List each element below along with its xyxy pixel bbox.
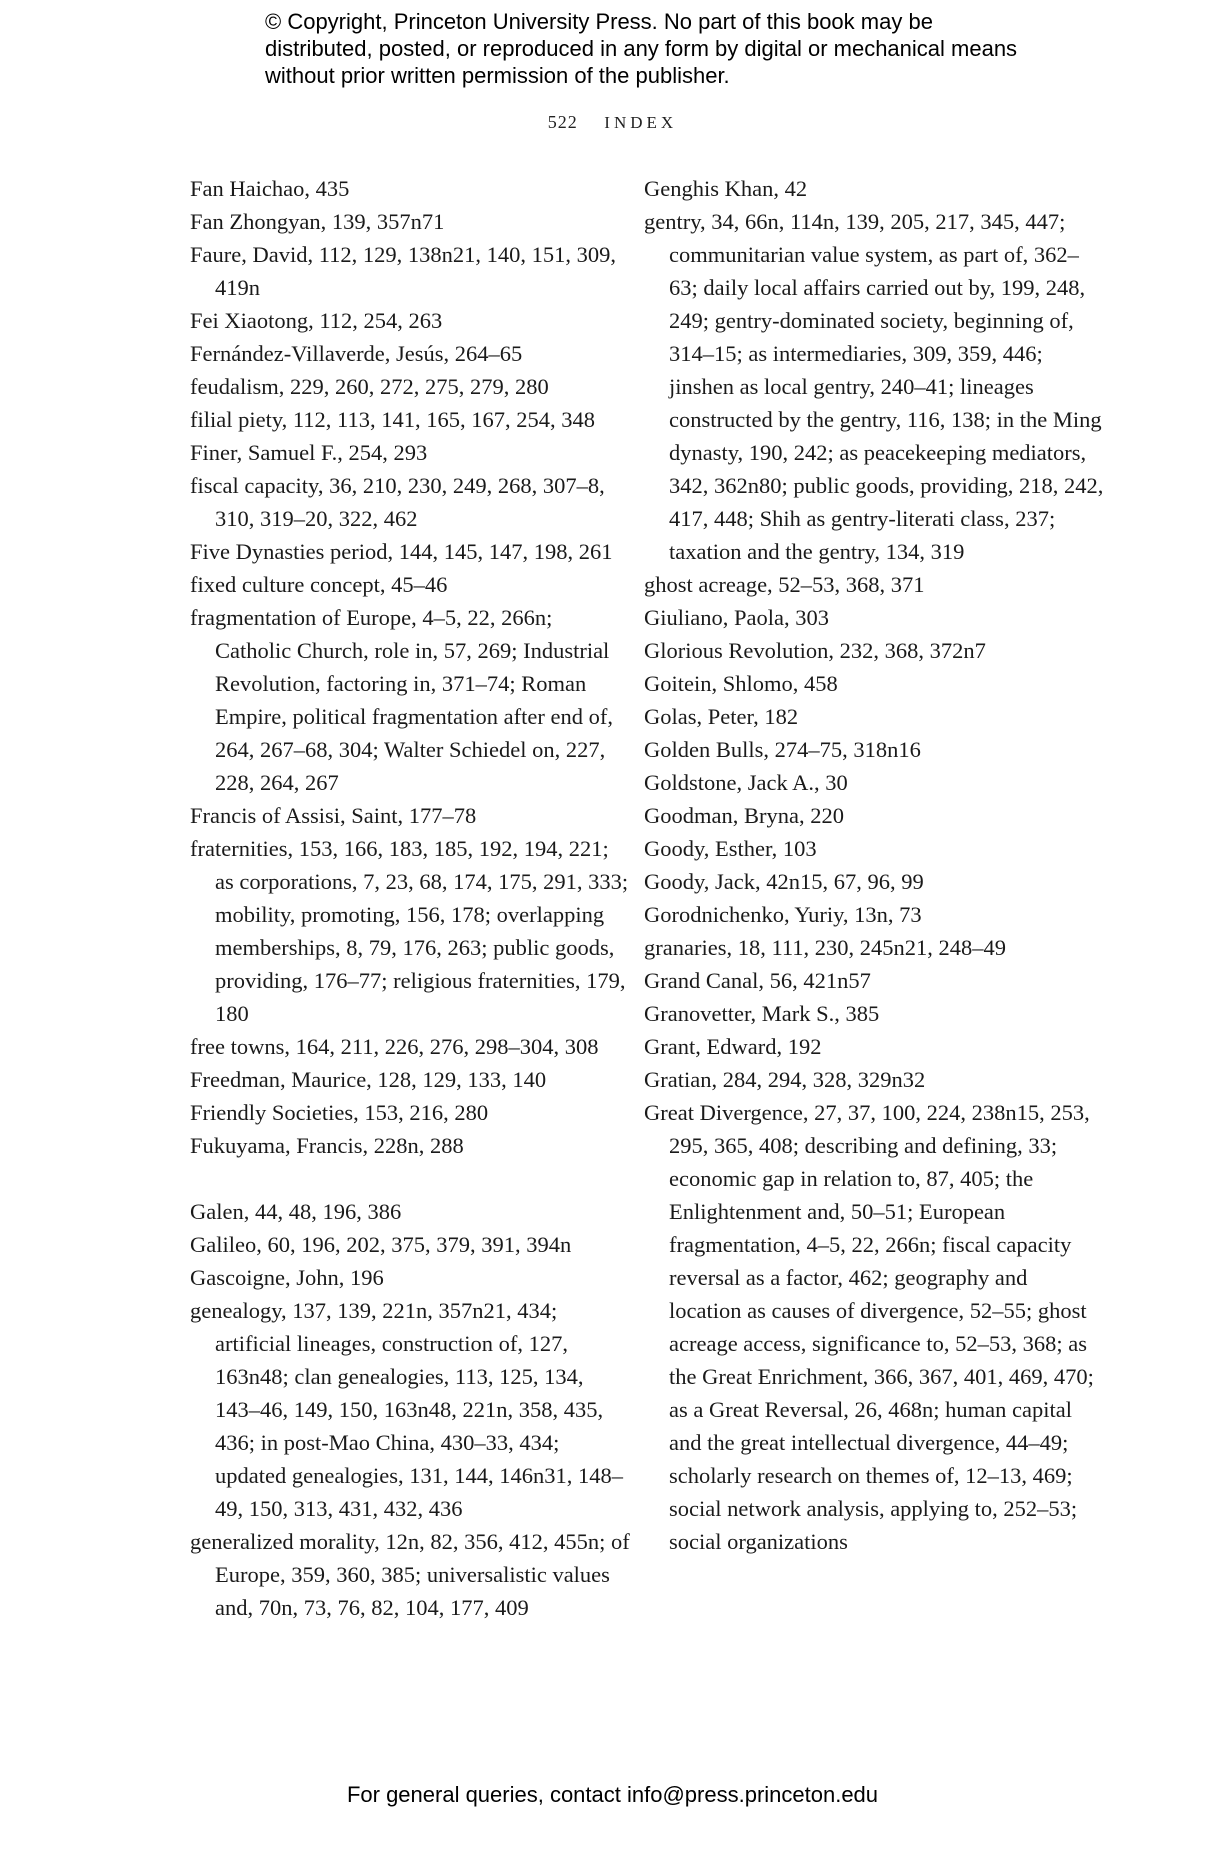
- index-entry: fragmentation of Europe, 4–5, 22, 266n; Catholic Church, role in, 57, 269; Industrial Revolution, factoring in, 371–74; Roman Empire, political fragmentation after end of, 264, 267–68, 304; Walter Schiedel on, 227, 228, 264, 267: [190, 605, 613, 795]
- index-entry: Great Divergence, 27, 37, 100, 224, 238n15, 253, 295, 365, 408; describing and defining, 33; economic gap in relation to, 87, 405; the Enlightenment and, 50–51; European fragmentation, 4–5, 22, 266n; fiscal capacity reversal as a factor, 462; geography and location as causes of divergence, 52–55; ghost acreage access, significance to, 52–53, 368; as the Great Enrichment, 366, 367, 401, 469, 470; as a Great Reversal, 26, 468n; human capital and the great intellectual divergence, 44–49; scholarly research on themes of, 12–13, 469; social network analysis, applying to, 252–53; social organizations: [644, 1100, 1094, 1554]
- index-entry: Fukuyama, Francis, 228n, 288: [190, 1133, 464, 1158]
- index-entry: Grant, Edward, 192: [644, 1034, 822, 1059]
- running-head: [0, 112, 1225, 133]
- index-entry: Goody, Esther, 103: [644, 836, 817, 861]
- index-entry: Faure, David, 112, 129, 138n21, 140, 151, 309, 419n: [190, 242, 617, 300]
- index-entry: Giuliano, Paola, 303: [644, 605, 829, 630]
- index-column-left: [190, 172, 630, 1624]
- index-entry: Freedman, Maurice, 128, 129, 133, 140: [190, 1067, 547, 1092]
- index-entry: Friendly Societies, 153, 216, 280: [190, 1100, 489, 1125]
- index-entry: Goldstone, Jack A., 30: [644, 770, 848, 795]
- index-entry: free towns, 164, 211, 226, 276, 298–304, 308: [190, 1034, 599, 1059]
- index-column-right: [644, 172, 1104, 1558]
- index-entry: gentry, 34, 66n, 114n, 139, 205, 217, 345, 447; communitarian value system, as part of, 362–63; daily local affairs carried out by, 199, 248, 249; gentry-dominated society, beginning of, 314–15; as intermediaries, 309, 359, 446; jinshen as local gentry, 240–41; lineages constructed by the gentry, 116, 138; in the Ming dynasty, 190, 242; as peacekeeping mediators, 342, 362n80; public goods, providing, 218, 242, 417, 448; Shih as gentry-literati class, 237; taxation and the gentry, 134, 319: [644, 209, 1104, 564]
- index-entry: Five Dynasties period, 144, 145, 147, 198, 261: [190, 539, 613, 564]
- index-entry: Gratian, 284, 294, 328, 329n32: [644, 1067, 926, 1092]
- copyright-notice: © Copyright, Princeton University Press. No part of this book may be distributed, posted, or reproduced in any form by digital or mechanical means without prior written permission of the publisher.: [265, 9, 1018, 88]
- index-entry: Glorious Revolution, 232, 368, 372n7: [644, 638, 986, 663]
- index-entry: Golden Bulls, 274–75, 318n16: [644, 737, 921, 762]
- index-entry: ghost acreage, 52–53, 368, 371: [644, 572, 925, 597]
- index-entry: fiscal capacity, 36, 210, 230, 249, 268, 307–8, 310, 319–20, 322, 462: [190, 473, 605, 531]
- letter-group-separator: [190, 1162, 630, 1195]
- index-entry: fraternities, 153, 166, 183, 185, 192, 194, 221; as corporations, 7, 23, 68, 174, 175, 291, 333; mobility, promoting, 156, 178; overlapping memberships, 8, 79, 176, 263; public goods, providing, 176–77; religious fraternities, 179, 180: [190, 836, 629, 1026]
- page-number: 522: [547, 112, 578, 132]
- index-entry: filial piety, 112, 113, 141, 165, 167, 254, 348: [190, 407, 595, 432]
- index-entry: Goody, Jack, 42n15, 67, 96, 99: [644, 869, 924, 894]
- index-entry: Gorodnichenko, Yuriy, 13n, 73: [644, 902, 922, 927]
- index-entry: Francis of Assisi, Saint, 177–78: [190, 803, 477, 828]
- index-entry: generalized morality, 12n, 82, 356, 412, 455n; of Europe, 359, 360, 385; universalistic values and, 70n, 73, 76, 82, 104, 177, 409: [190, 1529, 630, 1620]
- index-entry: Fan Zhongyan, 139, 357n71: [190, 209, 445, 234]
- index-entry: Genghis Khan, 42: [644, 176, 808, 201]
- index-entry: Granovetter, Mark S., 385: [644, 1001, 880, 1026]
- index-entry: Grand Canal, 56, 421n57: [644, 968, 871, 993]
- index-entry: fixed culture concept, 45–46: [190, 572, 448, 597]
- index-entry: Galileo, 60, 196, 202, 375, 379, 391, 394n: [190, 1232, 572, 1257]
- index-entry: Golas, Peter, 182: [644, 704, 799, 729]
- contact-footer: For general queries, contact info@press.princeton.edu: [346, 1782, 879, 1807]
- section-title: INDEX: [604, 113, 678, 132]
- index-entry: Gascoigne, John, 196: [190, 1265, 384, 1290]
- index-entry: Finer, Samuel F., 254, 293: [190, 440, 428, 465]
- index-entry: granaries, 18, 111, 230, 245n21, 248–49: [644, 935, 1007, 960]
- index-entry: Fei Xiaotong, 112, 254, 263: [190, 308, 443, 333]
- index-entry: genealogy, 137, 139, 221n, 357n21, 434; artificial lineages, construction of, 127, 163n48; clan genealogies, 113, 125, 134, 143–46, 149, 150, 163n48, 221n, 358, 435, 436; in post-Mao China, 430–33, 434; updated genealogies, 131, 144, 146n31, 148–49, 150, 313, 431, 432, 436: [190, 1298, 624, 1521]
- index-entry: Goitein, Shlomo, 458: [644, 671, 838, 696]
- index-entry: Fan Haichao, 435: [190, 176, 350, 201]
- index-entry: Goodman, Bryna, 220: [644, 803, 844, 828]
- index-entry: feudalism, 229, 260, 272, 275, 279, 280: [190, 374, 549, 399]
- index-entry: Galen, 44, 48, 196, 386: [190, 1199, 402, 1224]
- index-entry: Fernández-Villaverde, Jesús, 264–65: [190, 341, 523, 366]
